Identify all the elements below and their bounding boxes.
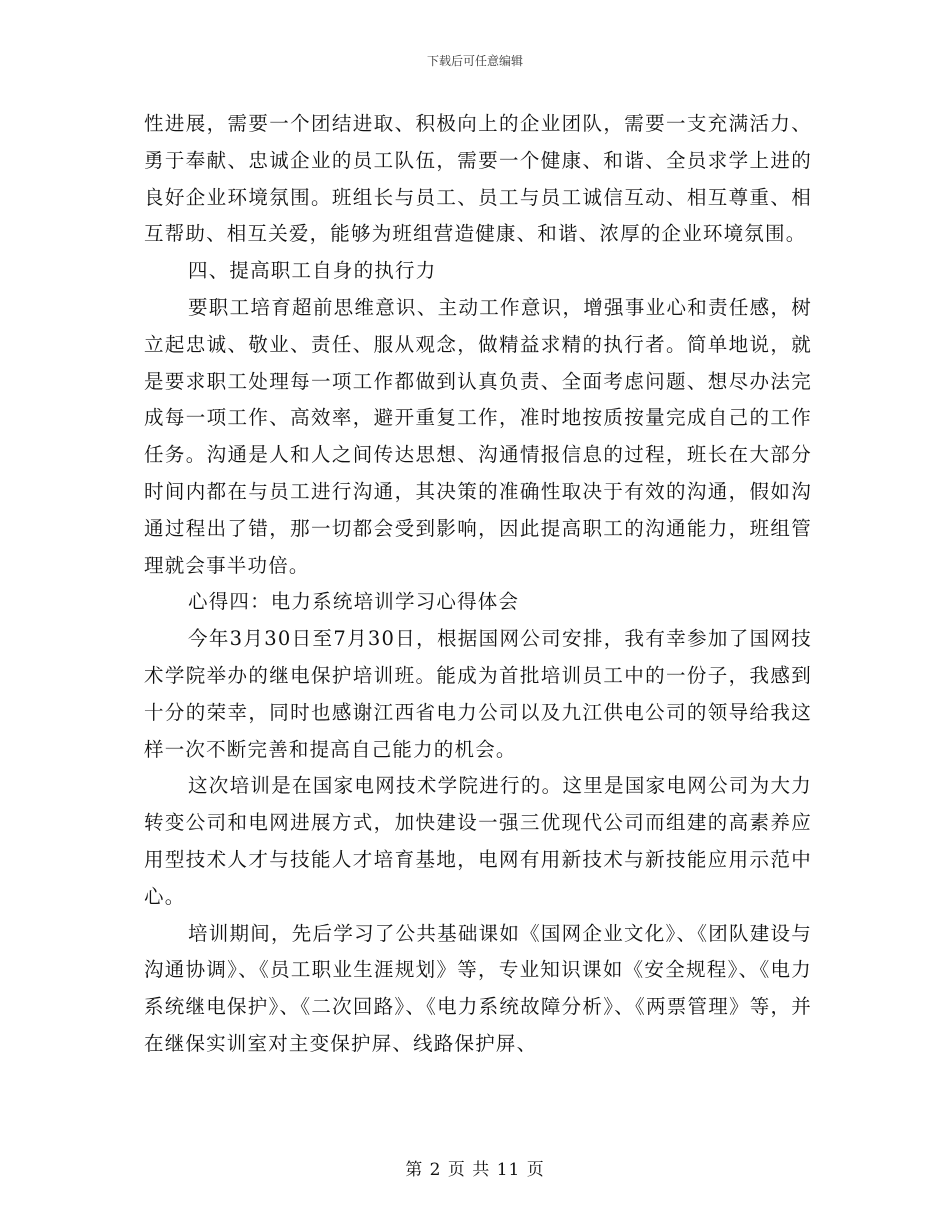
paragraph-continuation: 性进展，需要一个团结进取、积极向上的企业团队，需要一支充满活力、勇于奉献、忠诚企业的员工队伍，需要一个健康、和谐、全员求学上进的良好企业环境氛围。班组长与员工、员工与员工诚信互动、相互尊重、相互帮助、相互关爱，能够为班组营造健康、和谐、浓厚的企业环境氛围。 (144, 112, 812, 246)
page-number-footer: 第 2 页 共 11 页 (405, 1160, 545, 1180)
section-heading-training: 心得四：电力系统培训学习心得体会 (188, 590, 520, 614)
document-body (144, 106, 812, 1063)
paragraph-training-courses: 培训期间，先后学习了公共基础课如《国网企业文化》、《团队建设与沟通协调》、《员工职业生涯规划》等，专业知识课如《安全规程》、《电力系统继电保护》、《二次回路》、《电力系统故障分析》、《两票管理》等，并在继保实训室对主变保护屏、线路保护屏、 (144, 921, 812, 1055)
paragraph-execution: 要职工培育超前思维意识、主动工作意识，增强事业心和责任感，树立起忠诚、敬业、责任、服从观念，做精益求精的执行者。简单地说，就是要求职工处理每一项工作都做到认真负责、全面考虑问题、想尽办法完成每一项工作、高效率，避开重复工作，准时地按质按量完成自己的工作任务。沟通是人和人之间传达思想、沟通情报信息的过程，班长在大部分时间内都在与员工进行沟通，其决策的准确性取决于有效的沟通，假如沟通过程出了错，那一切都会受到影响，因此提高职工的沟通能力，班组管理就会事半功倍。 (144, 295, 812, 577)
paragraph-training-intro: 今年3月30日至7月30日，根据国网公司安排，我有幸参加了国网技术学院举办的继电保护培训班。能成为首批培训员工中的一份子，我感到十分的荣幸，同时也感谢江西省电力公司以及九江供电公司的领导给我这样一次不断完善和提高自己能力的机会。 (144, 627, 812, 761)
page-header-note: 下载后可任意编辑 (426, 54, 523, 68)
section-heading-execution: 四、提高职工自身的执行力 (188, 259, 437, 283)
paragraph-training-location: 这次培训是在国家电网技术学院进行的。这里是国家电网公司为大力转变公司和电网进展方式，加快建设一强三优现代公司而组建的高素养应用型技术人才与技能人才培育基地，电网有用新技术与新技能应用示范中心。 (144, 774, 812, 908)
